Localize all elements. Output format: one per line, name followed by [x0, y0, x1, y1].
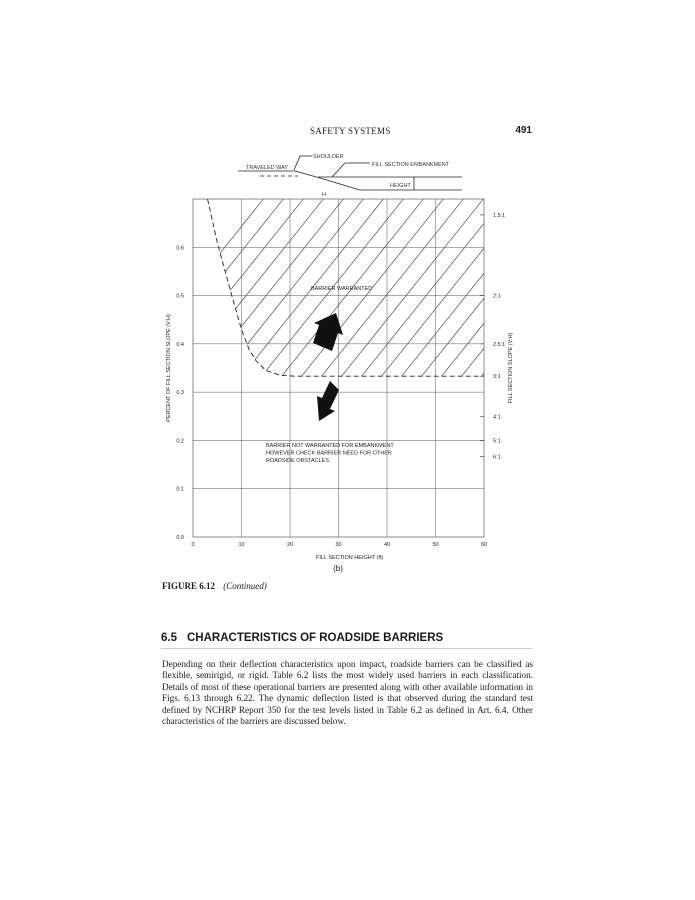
hatch-line	[293, 199, 563, 537]
hatch-line	[193, 199, 463, 537]
slope-label: 4:1	[493, 414, 501, 421]
region-label-not-warranted: BARRIER NOT WARRANTED FOR EMBANKMENT HOWEVER CHECK BARRIER NEED FOR OTHER ROADSIDE OBSTACLES.	[266, 443, 394, 464]
hatch-line	[353, 199, 623, 537]
slope-label: 6:1	[493, 454, 501, 461]
slope-label: 3:1	[493, 374, 501, 381]
hatch-line	[473, 199, 695, 537]
slope-label: 2.5:1	[493, 341, 506, 348]
sketch-label-fill-section: FILL SECTION EMBANKMENT	[372, 162, 450, 168]
hatch-line	[113, 199, 383, 537]
right-axis-title: FILL SECTION SLOPE (V:H)	[508, 332, 514, 404]
panel-label: (b)	[333, 564, 343, 573]
hatch-line	[333, 199, 603, 537]
sketch-slope-line	[320, 178, 360, 190]
x-tick-label: 10	[238, 542, 245, 548]
region-label-warranted: BARRIER WARRANTED	[311, 286, 373, 292]
hatch-lines	[0, 199, 695, 537]
y-tick-label: 0.1	[176, 486, 184, 493]
not-warranted-arrow-icon	[317, 381, 339, 421]
y-tick-label: 0.0	[176, 535, 184, 541]
sketch-label-traveled-way: TRAVELED WAY	[246, 165, 289, 171]
running-title: SAFETY SYSTEMS	[310, 126, 391, 136]
x-tick-label: 0	[191, 542, 195, 548]
x-tick-label: 50	[432, 542, 439, 548]
slope-label: 5:1	[493, 438, 501, 445]
hatch-line	[53, 199, 323, 537]
x-tick-label: 40	[383, 542, 391, 548]
x-axis-title: FILL SECTION HEIGHT (ft)	[316, 555, 384, 561]
y-tick-label: 0.2	[176, 438, 184, 445]
hatch-line	[233, 199, 506, 537]
hatch-line	[13, 199, 283, 537]
y-tick-label: 0.6	[176, 245, 184, 252]
sketch-shoulder-line	[295, 171, 320, 178]
figure-caption	[162, 581, 267, 591]
page-number: 491	[515, 125, 532, 136]
hatch-line	[153, 199, 423, 537]
hatch-line	[73, 199, 343, 537]
hatch-line	[413, 199, 683, 537]
hatch-line	[133, 199, 403, 537]
hatch-line	[393, 199, 663, 537]
y-tick-label: 0.5	[176, 293, 184, 300]
caption-text: (Continued)	[223, 581, 267, 591]
slope-label: 2:1	[493, 293, 501, 300]
section-title: CHARACTERISTICS OF ROADSIDE BARRIERS	[187, 632, 444, 644]
hatch-line	[493, 199, 695, 537]
hatch-line	[93, 199, 363, 537]
caption-number: FIGURE 6.12	[162, 581, 216, 591]
sketch-label-shoulder: SHOULDER	[313, 154, 344, 160]
hatch-line	[213, 199, 483, 537]
hatch-line	[0, 199, 263, 537]
hatch-line	[173, 199, 443, 537]
hatch-line	[433, 199, 695, 537]
sketch-fill-leader-2	[332, 163, 345, 177]
y-tick-label: 0.3	[176, 390, 184, 397]
x-tick-label: 20	[286, 542, 294, 548]
section-divider	[161, 648, 533, 649]
slope-label: 1.5:1	[493, 212, 506, 219]
chart-grid	[193, 199, 484, 537]
hatch-line	[313, 199, 583, 537]
y-tick-label: 0.4	[176, 341, 184, 348]
sketch-label-h: H	[322, 192, 326, 198]
hatch-line	[273, 199, 543, 537]
chart-ticks	[176, 213, 505, 548]
warranted-hatch-area	[0, 199, 695, 537]
section-number: 6.5	[161, 632, 177, 644]
body-paragraph: Depending on their deflection characteristics upon impact, roadside barriers can be classified as flexible, semirigid, or rigid. Table 6.2 lists the most widely used barriers in each classification. Details of most of these operational barriers are presented along with other available information in Figs. 6.13 through 6.22. The dynamic deflection listed is that observed during the standard test defined by NCHRP Report 350 for the test levels listed in Table 6.2 as defined in Art. 6.4. Other characteristics of the barriers are discussed below.	[162, 659, 533, 727]
sketch-label-height: HEIGHT	[390, 183, 411, 189]
section-heading	[161, 632, 533, 644]
hatch-line	[453, 199, 695, 537]
hatch-line	[253, 199, 523, 537]
x-tick-label: 60	[480, 542, 488, 548]
sketch-shoulder-leader-2	[294, 156, 300, 170]
x-tick-label: 30	[335, 542, 342, 548]
y-axis-title: PERCENT OF FILL SECTION SLOPE (V:H)	[166, 314, 172, 422]
